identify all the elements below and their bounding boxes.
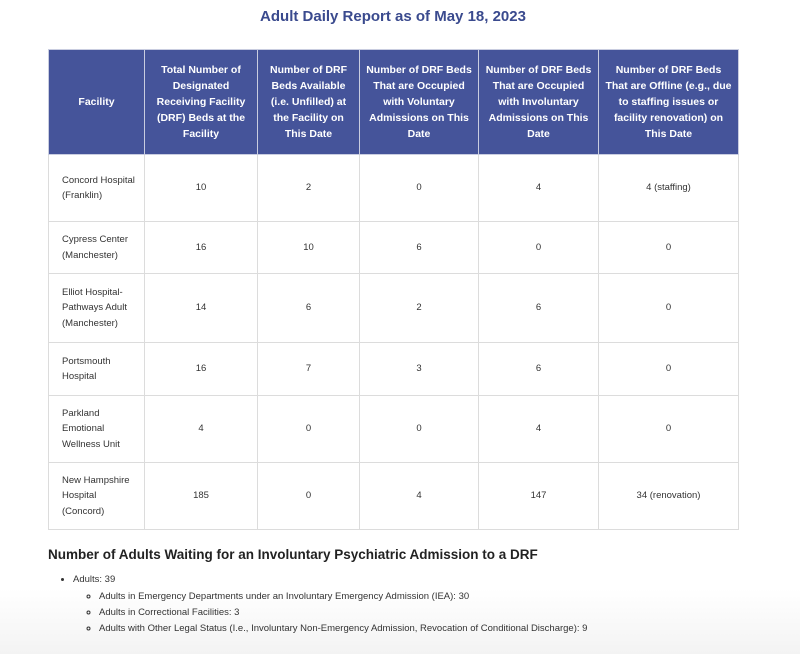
table-cell: 6: [360, 222, 479, 274]
table-cell: 3: [360, 343, 479, 396]
waiting-heading: Number of Adults Waiting for an Involuntary Psychiatric Admission to a DRF: [48, 547, 538, 562]
table-cell: 4: [360, 463, 479, 530]
header-voluntary-beds: Number of DRF Beds That are Occupied with Voluntary Admissions on This Date: [360, 50, 479, 155]
list-item: [73, 572, 587, 636]
header-offline-beds: Number of DRF Beds That are Offline (e.g., due to staffing issues or facility renovation) on This Date: [599, 50, 739, 155]
table-cell: 0: [599, 396, 739, 463]
table-cell: 2: [258, 155, 360, 222]
drf-bed-table: [48, 49, 739, 530]
facility-cell: Elliot Hospital-Pathways Adult (Manchester): [49, 274, 145, 343]
table-row: [49, 155, 739, 222]
table-cell: 147: [479, 463, 599, 530]
list-item: ◦ Adults with Other Legal Status (I.e., Involuntary Non-Emergency Admission, Revocation of Conditional Discharge): 9: [99, 621, 587, 636]
table-cell: 10: [145, 155, 258, 222]
table-cell: 0: [599, 274, 739, 343]
table-cell: 34 (renovation): [599, 463, 739, 530]
table-cell: 0: [599, 222, 739, 274]
report-title: Adult Daily Report as of May 18, 2023: [260, 8, 526, 25]
table-row: [49, 343, 739, 396]
table-cell: 6: [479, 274, 599, 343]
table-cell: 0: [258, 396, 360, 463]
list-item: ◦ Adults in Correctional Facilities: 3: [99, 605, 587, 620]
table-cell: 185: [145, 463, 258, 530]
table-cell: 0: [360, 396, 479, 463]
table-header-row: [49, 50, 739, 155]
table-cell: 4: [479, 396, 599, 463]
header-available-beds: Number of DRF Beds Available (i.e. Unfilled) at the Facility on This Date: [258, 50, 360, 155]
table-cell: 7: [258, 343, 360, 396]
table-cell: 10: [258, 222, 360, 274]
waiting-breakdown: [73, 589, 587, 636]
table-cell: 0: [479, 222, 599, 274]
table-cell: 6: [258, 274, 360, 343]
waiting-list: [48, 572, 587, 637]
header-total-beds: Total Number of Designated Receiving Facility (DRF) Beds at the Facility: [145, 50, 258, 155]
table-cell: 0: [258, 463, 360, 530]
table-row: [49, 463, 739, 530]
facility-cell: Parkland Emotional Wellness Unit: [49, 396, 145, 463]
table-cell: 2: [360, 274, 479, 343]
table-cell: 4: [145, 396, 258, 463]
facility-cell: Portsmouth Hospital: [49, 343, 145, 396]
table-row: [49, 396, 739, 463]
facility-cell: New Hampshire Hospital (Concord): [49, 463, 145, 530]
table-row: [49, 222, 739, 274]
header-involuntary-beds: Number of DRF Beds That are Occupied with Involuntary Admissions on This Date: [479, 50, 599, 155]
table-cell: 0: [360, 155, 479, 222]
facility-cell: Concord Hospital (Franklin): [49, 155, 145, 222]
table-cell: 0: [599, 343, 739, 396]
table-cell: 16: [145, 343, 258, 396]
header-facility: Facility: [49, 50, 145, 155]
table-cell: 6: [479, 343, 599, 396]
table-cell: 4: [479, 155, 599, 222]
facility-cell: Cypress Center (Manchester): [49, 222, 145, 274]
waiting-total: Adults: 39: [73, 574, 116, 585]
table-cell: 14: [145, 274, 258, 343]
table-cell: 16: [145, 222, 258, 274]
list-item: ◦ Adults in Emergency Departments under an Involuntary Emergency Admission (IEA): 30: [99, 589, 587, 604]
table-row: [49, 274, 739, 343]
table-cell: 4 (staffing): [599, 155, 739, 222]
